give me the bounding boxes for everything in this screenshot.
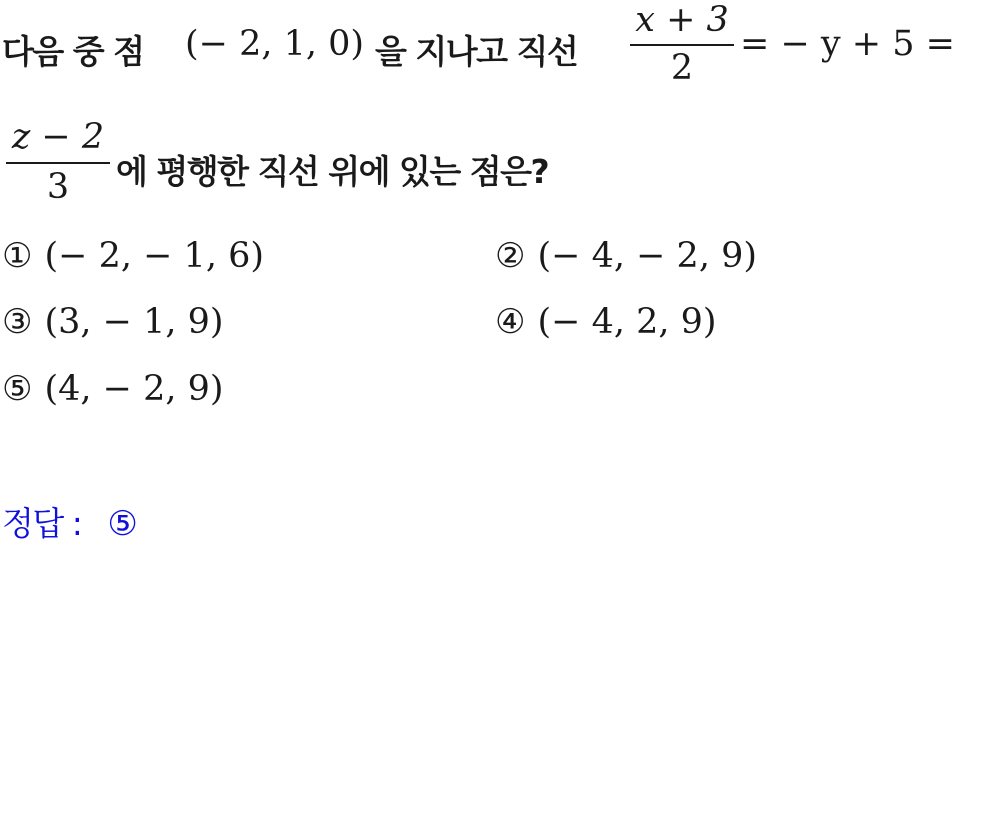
answer (2, 498, 138, 545)
choice-4-value: (− 4, 2, 9) (537, 302, 717, 342)
fraction-z-bar (6, 162, 110, 164)
answer-label: 정답 : (2, 504, 82, 543)
choice-1 (2, 236, 264, 276)
choice-5 (2, 369, 224, 409)
choice-3 (2, 302, 224, 342)
choice-1-value: (− 2, − 1, 6) (44, 236, 265, 276)
choice-2 (495, 236, 757, 276)
answer-value: ⑤ (107, 504, 138, 544)
choice-3-mark: ③ (2, 302, 33, 342)
fraction-x-denominator: 2 (670, 48, 694, 88)
choice-5-mark: ⑤ (2, 369, 33, 409)
question-text-line1-suffix: 을 지나고 직선 (375, 32, 578, 71)
choice-5-value: (4, − 2, 9) (44, 369, 224, 409)
fraction-x-numerator: x + 3 (635, 0, 729, 40)
fraction-z-denominator: 3 (46, 167, 70, 207)
equation-middle (740, 24, 955, 64)
fraction-x-bar (630, 44, 734, 46)
point-coordinates: (− 2, 1, 0) (185, 24, 365, 64)
choice-4 (495, 302, 717, 342)
question-text-line1: 다음 중 점 (2, 32, 144, 71)
equation-middle-text: = − y + 5 = (740, 24, 955, 64)
fraction-z-numerator: z − 2 (11, 117, 105, 157)
choice-1-mark: ① (2, 236, 33, 276)
choice-3-value: (3, − 1, 9) (44, 302, 224, 342)
choice-4-mark: ④ (495, 302, 526, 342)
choice-2-mark: ② (495, 236, 526, 276)
choice-2-value: (− 4, − 2, 9) (537, 236, 758, 276)
fraction-z (6, 115, 110, 207)
question-text-line2: 에 평행한 직선 위에 있는 점은? (116, 152, 549, 191)
fraction-x (630, 0, 734, 92)
